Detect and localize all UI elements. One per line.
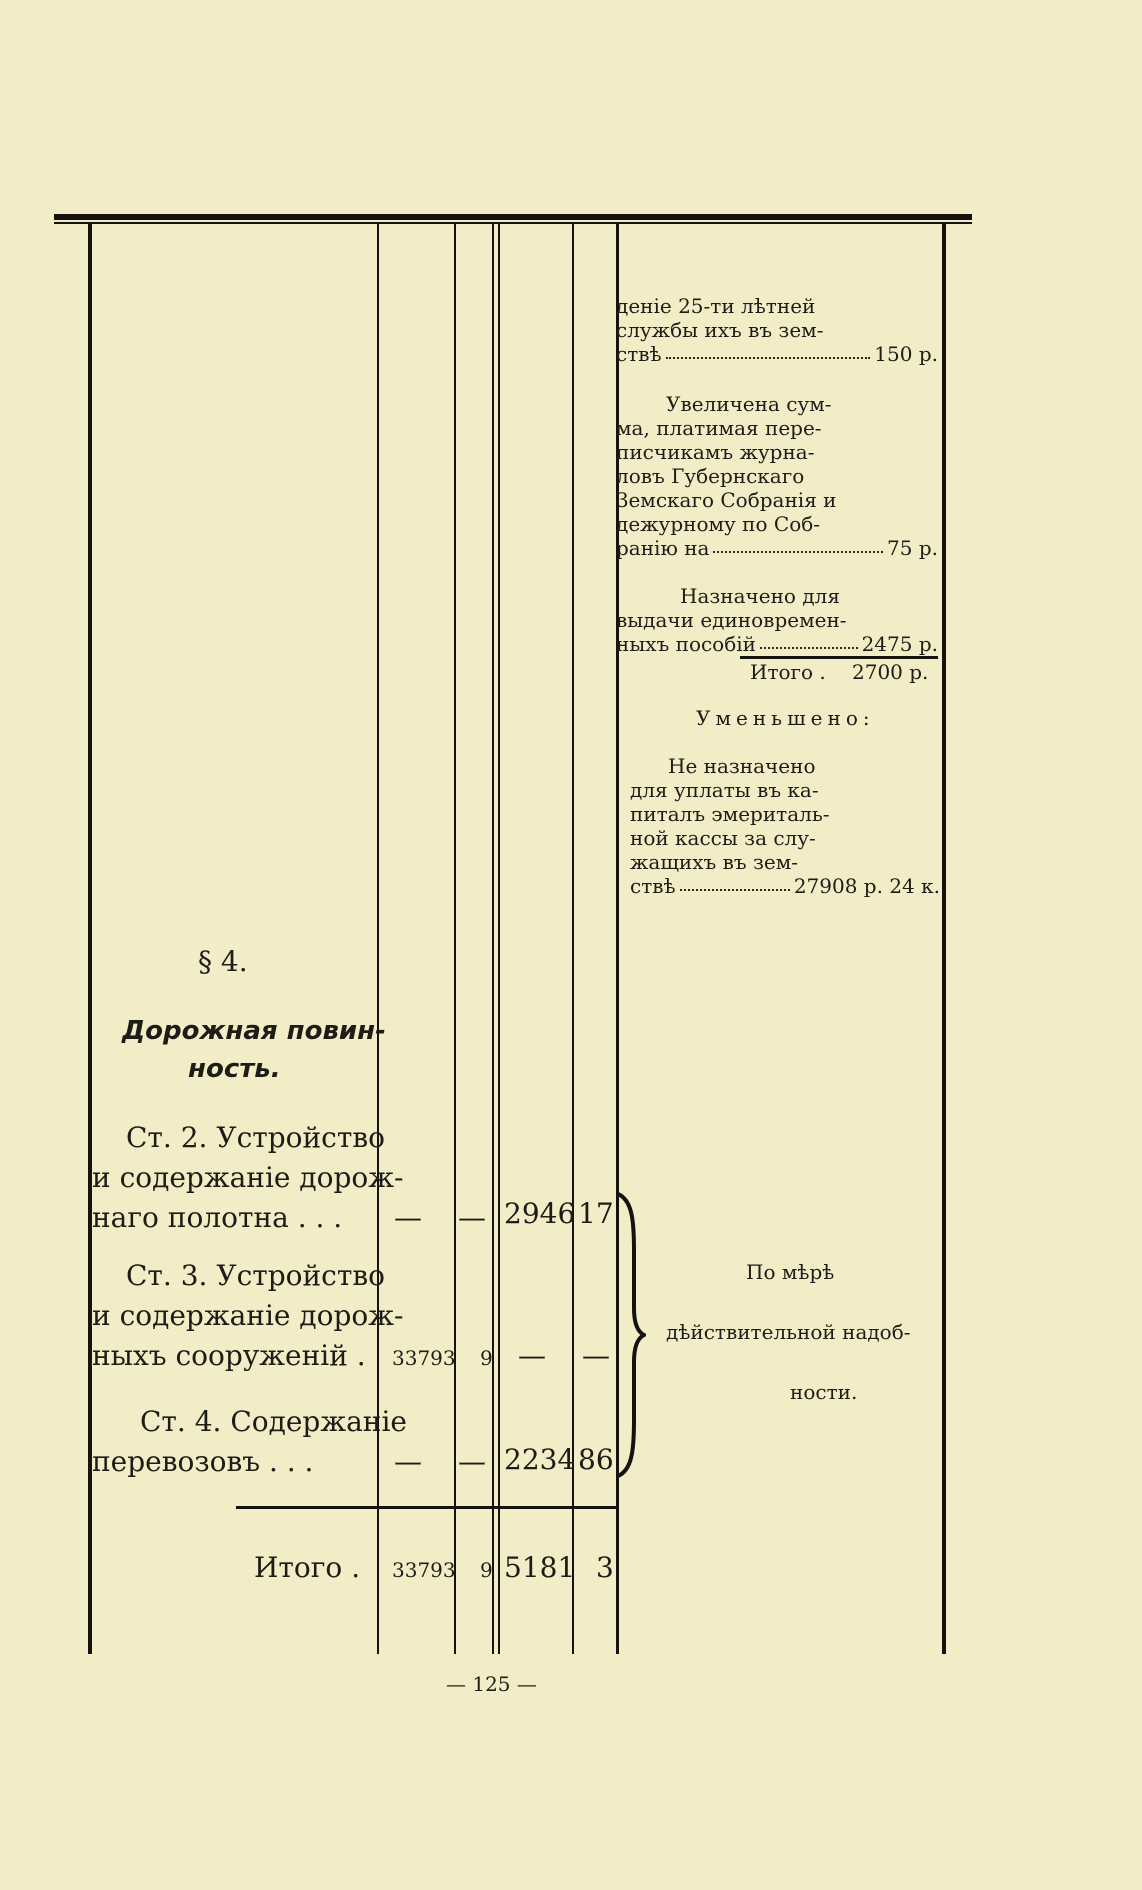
- row1-line2: и содержаніе дорож-: [92, 1161, 404, 1194]
- item2-line3: писчикамъ журна-: [616, 440, 815, 464]
- row3-c4: 86: [578, 1443, 614, 1476]
- row2-c2: 9: [480, 1346, 493, 1370]
- itogo-rule: [740, 656, 938, 659]
- page-number: — 125 —: [446, 1672, 537, 1696]
- row3-c2: —: [458, 1445, 486, 1478]
- decreased-heading: Уменьшено:: [696, 706, 875, 730]
- note-line2: дѣйствительной надоб-: [666, 1320, 911, 1344]
- item2-line1: Увеличена сум-: [666, 392, 832, 416]
- item2-last-line: ранію на 75 р.: [616, 536, 938, 560]
- row2-line3: ныхъ сооруженій .: [92, 1339, 366, 1372]
- row3-c1: —: [394, 1445, 422, 1478]
- item4-line2: для уплаты въ ка-: [630, 778, 819, 802]
- item1-last-line: ствѣ 150 р.: [616, 342, 938, 366]
- row1-line3: наго полотна . . .: [92, 1201, 343, 1234]
- total-c3: 5181: [504, 1551, 576, 1584]
- row3-line1: Ст. 4. Содержаніе: [140, 1405, 407, 1438]
- col-rule-1: [377, 224, 379, 1654]
- item2-line6: дежурному по Соб-: [616, 512, 821, 536]
- col-rule-4: [572, 224, 574, 1654]
- itogo-label: Итого .: [750, 660, 826, 684]
- row3-c3: 2234: [504, 1443, 576, 1476]
- total-c4: 3: [596, 1551, 614, 1584]
- total-label: Итого .: [254, 1551, 361, 1584]
- item1-amount: 150 р.: [874, 342, 938, 366]
- row2-line1: Ст. 3. Устройство: [126, 1259, 385, 1292]
- curly-brace-icon: [612, 1190, 646, 1480]
- top-rule-thick: [54, 214, 972, 220]
- total-rule: [236, 1506, 616, 1509]
- section-number: § 4.: [198, 945, 248, 978]
- row1-line1: Ст. 2. Устройство: [126, 1121, 385, 1154]
- note-line3: ности.: [790, 1380, 858, 1404]
- row1-c2: —: [458, 1201, 486, 1234]
- col-rule-right: [942, 224, 946, 1654]
- item4-line3: питалъ эмериталь-: [630, 802, 830, 826]
- row2-c1: 33793: [392, 1346, 456, 1370]
- item4-line1: Не назначено: [668, 754, 816, 778]
- itogo-amount: 2700 р.: [852, 660, 929, 684]
- item2-amount: 75 р.: [887, 536, 938, 560]
- item3-amount: 2475 р.: [861, 632, 938, 656]
- item4-amount: 27908 р. 24 к.: [793, 874, 940, 898]
- total-c2: 9: [480, 1558, 493, 1582]
- col-rule-3b: [498, 224, 500, 1654]
- col-rule-3a: [492, 224, 494, 1654]
- item3-last-line: ныхъ пособій 2475 р.: [616, 632, 938, 656]
- row2-c4: —: [582, 1339, 610, 1372]
- section-title-line1: Дорожная повин-: [122, 1016, 386, 1046]
- item4-last-line: ствѣ 27908 р. 24 к.: [630, 874, 940, 898]
- item4-line4: ной кассы за слу-: [630, 826, 816, 850]
- section-title-line2: ность.: [188, 1054, 281, 1084]
- item4-line5: жащихъ въ зем-: [630, 850, 799, 874]
- top-rule-thin: [54, 222, 972, 224]
- item2-line5: Земскаго Собранія и: [616, 488, 837, 512]
- row1-c1: —: [394, 1201, 422, 1234]
- total-c1: 33793: [392, 1558, 456, 1582]
- item3-line2: выдачи единовремен-: [616, 608, 847, 632]
- col-rule-2: [454, 224, 456, 1654]
- row2-c3: —: [518, 1339, 546, 1372]
- row2-line2: и содержаніе дорож-: [92, 1299, 404, 1332]
- item3-line1: Назначено для: [680, 584, 840, 608]
- row1-c4: 17: [578, 1197, 614, 1230]
- item1-line2: службы ихъ въ зем-: [616, 318, 824, 342]
- col-rule-left-outer: [88, 224, 92, 1654]
- row1-c3: 2946: [504, 1197, 576, 1230]
- item2-line2: ма, платимая пере-: [616, 416, 822, 440]
- row3-line2: перевозовъ . . .: [92, 1445, 314, 1478]
- item1-line1: деніе 25-ти лѣтней: [616, 294, 816, 318]
- note-line1: По мѣрѣ: [746, 1260, 835, 1284]
- item2-line4: ловъ Губернскаго: [616, 464, 805, 488]
